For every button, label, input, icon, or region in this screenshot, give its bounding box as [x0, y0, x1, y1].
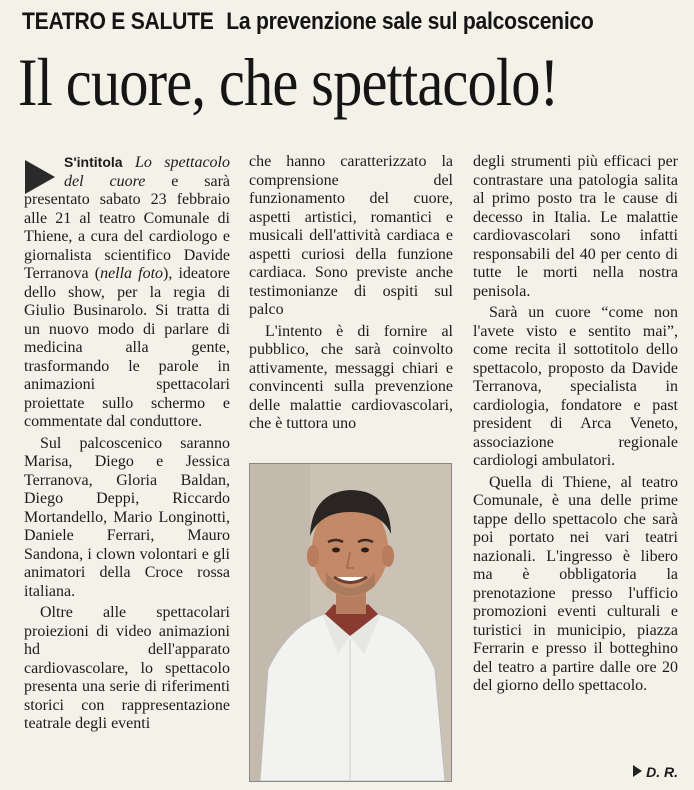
paragraph: S'intitola Lo spettacolo del cuore e sarà presentato sabato 23 febbraio alle 21 al teatro Comunale di Thiene, a cura del cardiologo e giornalista scientifico Davide Terranova (nella foto), ideatore dello show, per la regia di Giulio Businarolo. Si tratta di un nuovo modo di parlare di medicina alla gente, trasformando le parole in animazioni spettacolari proiettate sullo schermo e commentate dal conduttore. [24, 154, 231, 430]
paragraph-text: , ideatore dello show, per la regia di Giulio Businarolo. Si tratta di un nuovo modo di parlare di medicina alla gente, trasformando le parole in animazioni spettacolari proiettate sullo schermo e commentate dal conduttore. [24, 265, 230, 430]
headline: Il cuore, che spettacolo! [18, 44, 559, 120]
paragraph: Oltre alle spettacolari proiezioni di video animazioni hd dell'apparato cardiovascolare, lo spettacolo presenta una serie di riferimenti storici con rappresentazione teatrale degli eventi [24, 604, 230, 732]
paragraph-text: e sarà presentato sabato 23 febbraio alle 21 al teatro Comunale di Thiene, a cura del cardiologo e giornalista scientifico Davide Terranova [24, 172, 231, 282]
photo-reference: nella foto [100, 265, 164, 282]
portrait-photo [249, 463, 452, 782]
portrait-illustration [250, 464, 451, 781]
paragraph: Quella di Thiene, al teatro Comunale, è una delle prime tappe dello spettacolo che sarà poi portato nei vari teatri nazionali. L'ingresso è libero ma è obbligatoria la prenotazione presso l'ufficio promozioni eventi culturali e turistici in municipio, piazza Ferrarin e presso il botteghino del teatro a partire dalle ore 20 del giorno dello spettacolo. [473, 473, 678, 694]
article-column-1 [24, 153, 230, 734]
paragraph: che hanno caratterizzato la comprensione del funzionamento del cuore, aspetti artistici, romantici e musicali dell'attività cardiaca e aspetti curiosi della funzione cardiaca. Sono previste anche testimonianze di ospiti sul palco [249, 153, 453, 318]
paragraph: degli strumenti più efficaci per contrastare una patologia salita al primo posto tra le cause di decesso in Italia. Le malattie cardiovascolari sono infatti responsabili del 40 per cento di tutte le morti nella nostra penisola. [473, 153, 678, 300]
byline-arrow-icon [633, 765, 642, 777]
show-title: Lo spettacolo del cuore [64, 154, 230, 190]
article-column-2 [249, 153, 453, 434]
paragraph: L'intento è di fornire al pubblico, che sarà coinvolto attivamente, messaggi chiari e convincenti sulla prevenzione delle malattie cardiovascolari, che è tuttora uno [249, 322, 453, 432]
kicker [22, 8, 594, 36]
kicker-subtitle: La prevenzione sale sul palcoscenico [226, 8, 594, 35]
article-column-3 [473, 153, 678, 696]
section-label: TEATRO E SALUTE [22, 8, 214, 35]
byline [633, 764, 678, 780]
paragraph: Sarà un cuore “come non l'avete visto e sentito mai”, come recita il sottotitolo dello spettacolo, proposto da Davide Terranova, specialista in cardiologia, fondatore e past president di Arca Veneto, associazione regionale cardiologi ambulatori. [473, 304, 678, 469]
lead-word: S'intitola [64, 154, 123, 170]
byline-initials: D. R. [646, 764, 678, 780]
paragraph: Sul palcoscenico saranno Marisa, Diego e Jessica Terranova, Gloria Baldan, Diego Deppi, Riccardo Mortandello, Mario Longinotti, Daniele Ferrari, Mauro Sandona, i clown volontari e gli animatori della Croce rossa italiana. [24, 434, 230, 600]
